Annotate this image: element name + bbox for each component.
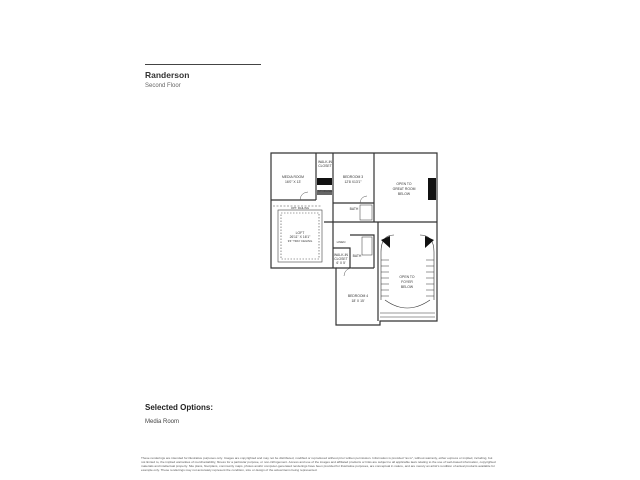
- stair-treads-left: [381, 260, 389, 296]
- storage-label: STORAGE: [317, 189, 333, 193]
- closet-block: [317, 178, 332, 185]
- opt-railing-label: OPT. RAILING: [290, 206, 310, 210]
- linen-label: LINEN: [336, 240, 346, 244]
- open-great-room-line3: BELOW: [397, 192, 411, 196]
- bedroom-4-size: 18' X 15': [351, 299, 365, 303]
- media-room-label: MEDIA ROOM: [281, 175, 305, 179]
- disclaimer-text: These renderings are intended for illustrative purposes only. Images are copyrighted and may not be distributed, modified or reproduced without prior written permission. Information is provided "as is", without warranty, either express or implied, including, but not limited to, the implied warranties of merchantability, fitness for a particular purpose, or non-infringement. Access and use of the images and affiliated products or links are subject to all applicable laws relating to the use of web-based information, copyrighted materials and intellectual property. Site plans, floorplans, community maps, photos and/or computer-generated renderings have been provided for illustrative purposes, are conceptual in nature, and are merely an artist's rendition of actual products available for example only. These renderings may not accurately represent the condition, size or design of the actual items being represented.: [141, 456, 496, 473]
- fireplace-block: [428, 178, 436, 200]
- door-swing-bed3: [360, 196, 367, 203]
- walk-in-closet-lower-label2: CLOSET: [334, 257, 348, 261]
- window-bank: [380, 313, 435, 317]
- bedroom-3-size: 12'8 X13'1": [344, 180, 362, 184]
- walk-in-closet-top-label2: CLOSET: [318, 164, 332, 168]
- walk-in-closet-top-label: WALK-IN: [317, 160, 333, 164]
- selected-option-item: Media Room: [145, 419, 180, 425]
- loft-label: LOFT: [295, 231, 305, 235]
- open-foyer-line3: BELOW: [400, 285, 414, 289]
- walk-in-closet-lower-size: 6' X 5': [336, 261, 346, 265]
- bedroom-4-label: BEDROOM 4: [347, 294, 369, 298]
- selected-options-heading: Selected Options:: [145, 403, 214, 412]
- open-great-room-line1: OPEN TO: [396, 182, 412, 186]
- walk-in-closet-lower-label: WALK-IN: [333, 253, 349, 257]
- tub-top: [360, 205, 372, 220]
- stair-treads-right: [426, 260, 434, 296]
- open-foyer-line1: OPEN TO: [399, 275, 415, 279]
- door-swing-bed4: [344, 268, 352, 276]
- open-great-room-line2: GREAT ROOM: [392, 187, 416, 191]
- bedroom-3-label: BEDROOM 3: [342, 175, 364, 179]
- loft-ceiling-note: 9'4" TRAY CEILING: [287, 239, 313, 243]
- door-swing-media: [300, 192, 308, 200]
- open-foyer-line2: FOYER: [401, 280, 413, 284]
- media-room-size: 16'0" X 13': [284, 180, 302, 184]
- bath-lower-label: BATH: [352, 254, 362, 258]
- floor-subtitle: Second Floor: [145, 83, 181, 89]
- plan-title: Randerson: [145, 70, 190, 80]
- bath-top-label: BATH: [349, 207, 359, 211]
- foyer-curve: [385, 300, 430, 308]
- loft-size: 26'11" X 16'1": [289, 235, 311, 239]
- tub-lower: [362, 237, 372, 255]
